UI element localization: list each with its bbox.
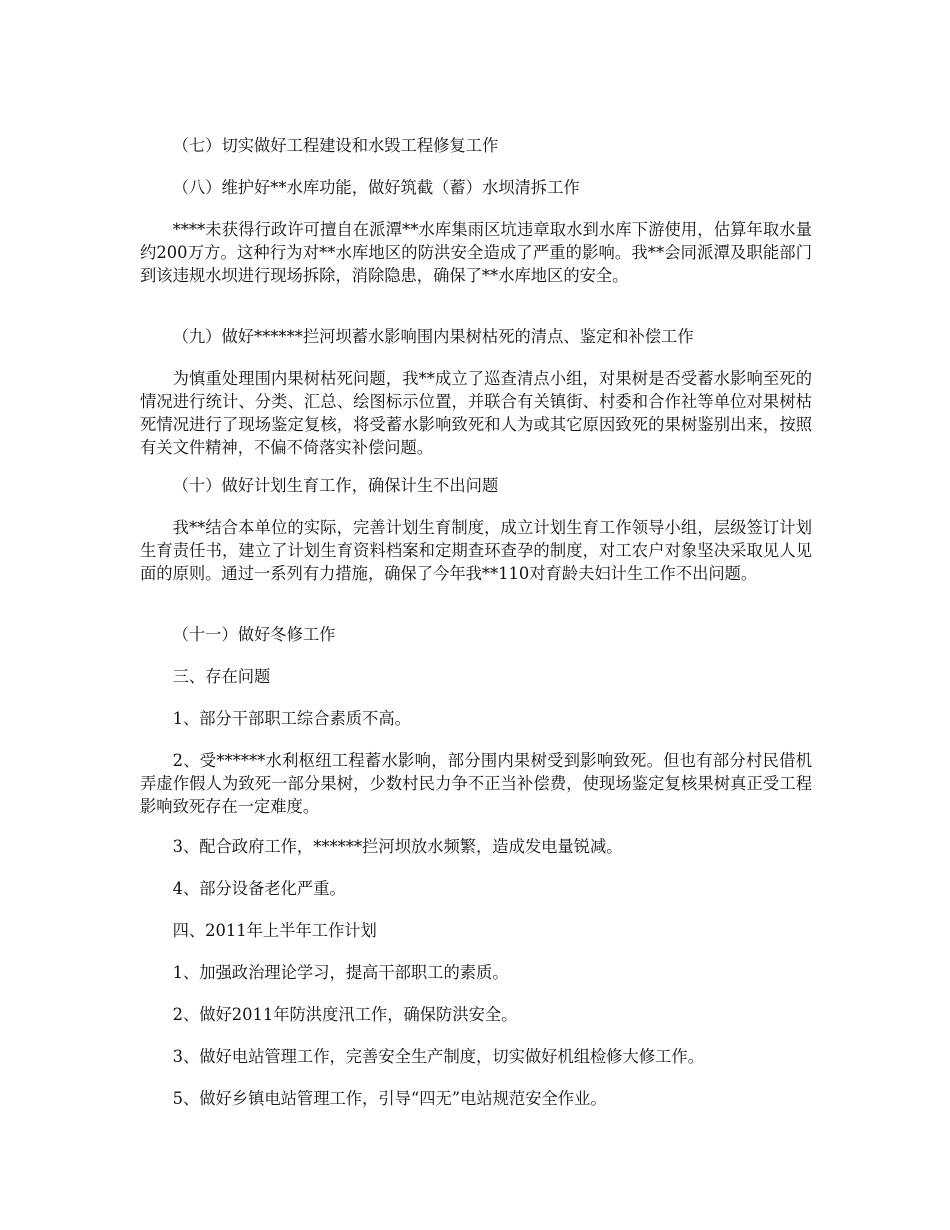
problem-item-2: 2、受******水利枢纽工程蓄水影响，部分围内果树受到影响致死。但也有部分村民借机弄虚作假人为致死一部分果树，少数村民力争不正当补偿费，使现场鉴定复核果树真正受工程影响致死存在一定难度。 (140, 751, 812, 816)
plan-item-1: 1、加强政治理论学习，提高干部职工的素质。 (172, 963, 509, 982)
body-paragraph-fruit-trees: 为慎重处理围内果树枯死问题，我**成立了巡查清点小组，对果树是否受蓄水影响至死的情况进行统计、分类、汇总、绘图标示位置，并联合有关镇街、村委和合作社等单位对果树枯死情况进行了现场鉴定复核，将受蓄水影响致死和人为或其它原因致死的果树鉴别出来，按照有关文件精神，不偏不倚落实补偿问题。 (140, 369, 812, 457)
plan-item-2: 2、做好2011年防洪度汛工作，确保防洪安全。 (172, 1005, 518, 1024)
section-heading-7: （七）切实做好工程建设和水毁工程修复工作 (172, 136, 499, 155)
section-heading-8: （八）维护好**水库功能，做好筑截（蓄）水坝清拆工作 (172, 178, 580, 197)
section-heading-9: （九）做好******拦河坝蓄水影响围内果树枯死的清点、鉴定和补偿工作 (172, 327, 694, 346)
body-paragraph-reservoir: ****未获得行政许可擅自在派潭**水库集雨区坑违章取水到水库下游使用，估算年取水量约200万方。这种行为对**水库地区的防洪安全造成了严重的影响。我**会同派潭及职能部门到该违规水坝进行现场拆除，消除隐患，确保了**水库地区的安全。 (140, 220, 812, 285)
plan-item-3: 3、做好电站管理工作，完善安全生产制度，切实做好机组检修大修工作。 (172, 1047, 704, 1066)
chapter-heading-plan: 四、2011年上半年工作计划 (172, 921, 377, 940)
body-paragraph-family-planning: 我**结合本单位的实际，完善计划生育制度，成立计划生育工作领导小组，层级签订计划生育责任书，建立了计划生育资料档案和定期查环查孕的制度，对工农户对象坚决采取见人见面的原则。通过一系列有力措施，确保了今年我**110对育龄夫妇计生工作不出问题。 (140, 518, 812, 583)
problem-item-1: 1、部分干部职工综合素质不高。 (172, 709, 411, 728)
section-heading-10: （十）做好计划生育工作，确保计生不出问题 (172, 476, 499, 495)
plan-item-5: 5、做好乡镇电站管理工作，引导“四无”电站规范安全作业。 (172, 1089, 607, 1108)
section-heading-11: （十一）做好冬修工作 (172, 625, 336, 644)
problem-item-3: 3、配合政府工作，******拦河坝放水频繁，造成发电量锐减。 (172, 837, 623, 856)
chapter-heading-problems: 三、存在问题 (172, 667, 271, 686)
problem-item-4: 4、部分设备老化严重。 (172, 879, 346, 898)
